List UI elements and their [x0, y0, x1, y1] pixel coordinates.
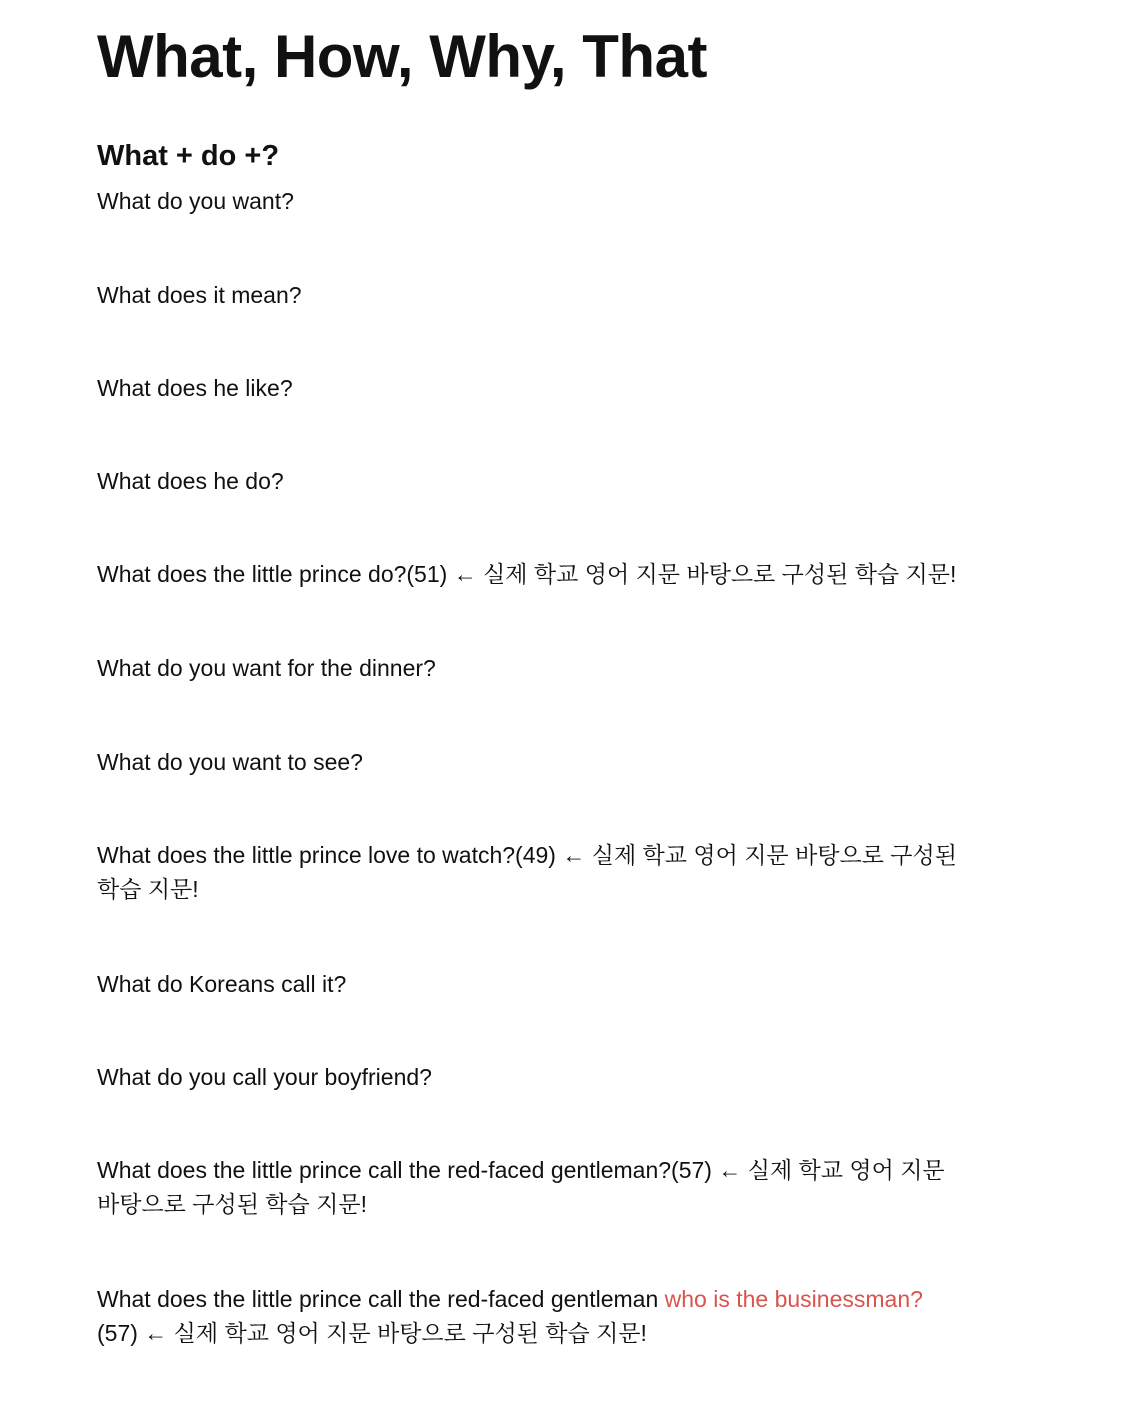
example-sentence: What do you call your boyfriend?: [97, 1064, 432, 1090]
example-sentence: What does the little prince love to watch?(49) ← 실제 학교 영어 지문 바탕으로 구성된 학습 지문!: [97, 842, 957, 902]
example-sentence: What do you want for the dinner?: [97, 655, 436, 681]
example-sentence: What do you want?: [97, 188, 294, 214]
example-sentence: What does it mean?: [97, 282, 302, 308]
highlighted-clause: who is the businessman?: [664, 1286, 923, 1312]
sentence-annotation: (57) ← 실제 학교 영어 지문 바탕으로 구성된 학습 지문!: [97, 1320, 647, 1346]
page-title: What, How, Why, That: [97, 23, 707, 90]
example-sentence: What do Koreans call it?: [97, 971, 347, 997]
section-heading: What + do +?: [97, 140, 280, 172]
example-sentence-highlighted: [97, 1282, 967, 1350]
example-sentence: What does he do?: [97, 468, 284, 494]
sentence-text: What does the little prince call the red-faced gentleman: [97, 1286, 665, 1312]
example-sentence: What does he like?: [97, 375, 293, 401]
example-sentence: What do you want to see?: [97, 749, 363, 775]
example-sentence: What does the little prince call the red-faced gentleman?(57) ← 실제 학교 영어 지문 바탕으로 구성된 학습 지문!: [97, 1157, 945, 1217]
example-sentence: What does the little prince do?(51) ← 실제 학교 영어 지문 바탕으로 구성된 학습 지문!: [97, 561, 957, 587]
